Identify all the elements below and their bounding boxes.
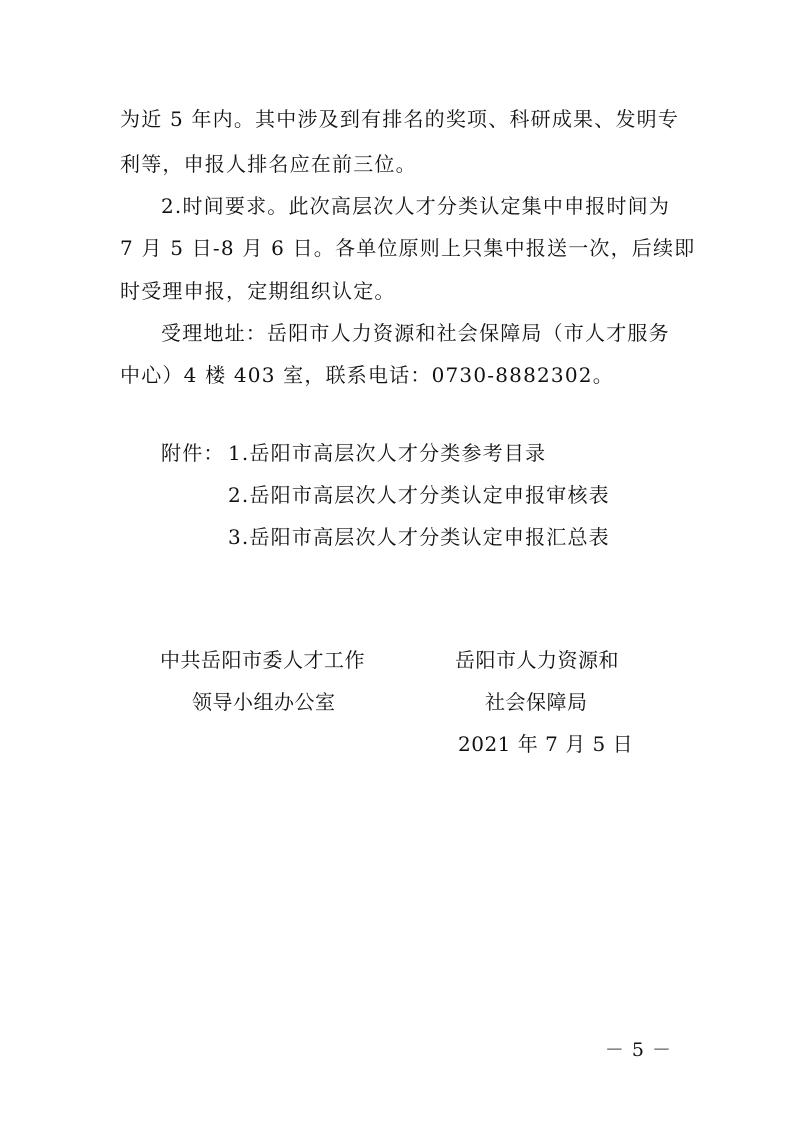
body-line-6: 受理地址：岳阳市人力资源和社会保障局（市人才服务 [161, 321, 670, 345]
signature-left-line-1: 中共岳阳市委人才工作 [160, 648, 365, 672]
attachment-item-2: 2.岳阳市高层次人才分类认定申报审核表 [228, 483, 610, 507]
body-line-5: 时受理申报，定期组织认定。 [120, 279, 396, 303]
signature-right-line-2: 社会保障局 [485, 690, 588, 714]
attachment-item-3: 3.岳阳市高层次人才分类认定申报汇总表 [228, 525, 610, 549]
attachment-item-1: 1.岳阳市高层次人才分类参考目录 [228, 441, 547, 465]
signature-right-line-1: 岳阳市人力资源和 [455, 648, 619, 672]
body-line-2: 利等，申报人排名应在前三位。 [120, 152, 417, 176]
signature-date: 2021 年 7 月 5 日 [458, 732, 634, 756]
body-line-3: 2.时间要求。此次高层次人才分类认定集中申报时间为 [161, 194, 671, 218]
page-number: － 5 － [604, 1039, 672, 1061]
body-line-7: 中心）4 楼 403 室，联系电话：0730-8882302。 [120, 363, 614, 387]
signature-left-line-2: 领导小组办公室 [192, 690, 336, 714]
body-line-4: 7 月 5 日-8 月 6 日。各单位原则上只集中报送一次，后续即 [120, 236, 696, 260]
attachments-label: 附件： [161, 441, 225, 465]
body-line-1: 为近 5 年内。其中涉及到有排名的奖项、科研成果、发明专 [120, 107, 680, 131]
